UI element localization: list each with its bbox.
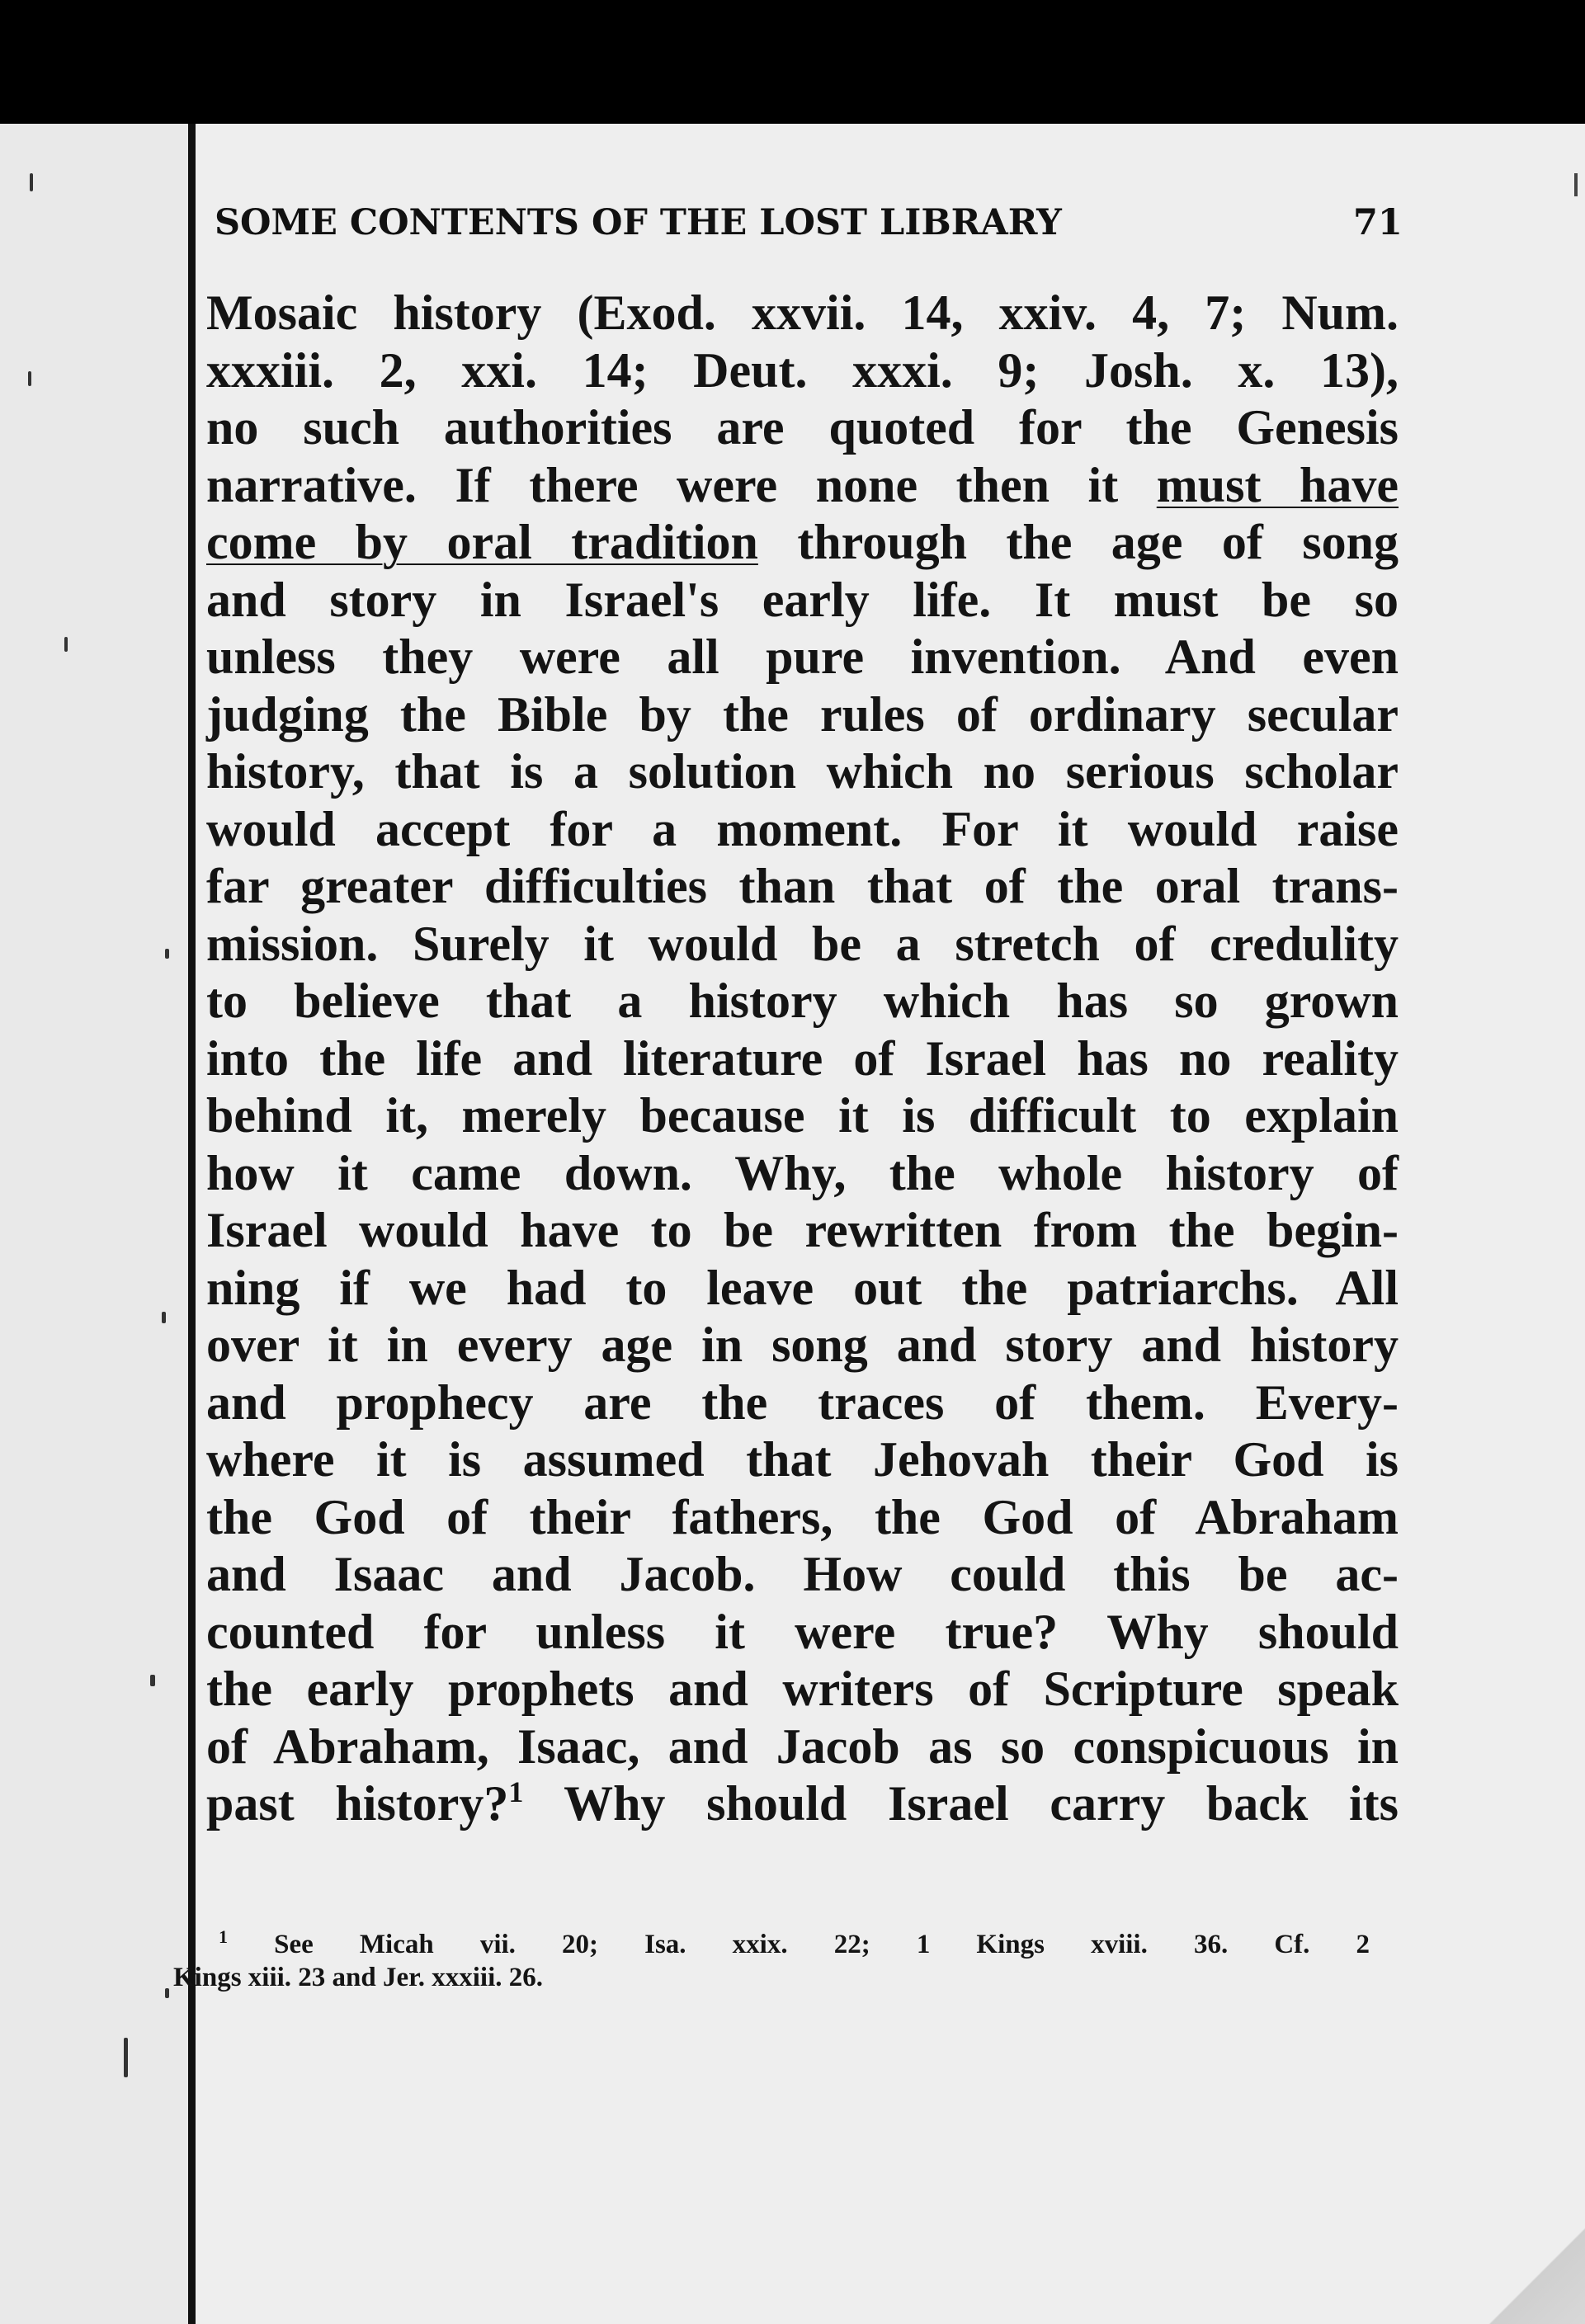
text-line: Israel would have to be rewritten from the begin- bbox=[206, 1203, 1399, 1257]
text-line: the early prophets and writers of Scripture speak bbox=[206, 1662, 1399, 1716]
text-line: the God of their fathers, the God of Abraham bbox=[206, 1489, 1399, 1544]
microfilm-frame-top bbox=[0, 0, 1585, 124]
text-line bbox=[206, 457, 1399, 515]
text-line: history, that is a solution which no serious scholar bbox=[206, 744, 1399, 799]
text-line: xxxiii. 2, xxi. 14; Deut. xxxi. 9; Josh. x. 13), bbox=[206, 342, 1399, 398]
text-line: ning if we had to leave out the patriarchs. All bbox=[206, 1260, 1399, 1315]
text-line: Mosaic history (Exod. xxvii. 14, xxiv. 4, 7; Num. bbox=[206, 285, 1399, 340]
text-line: behind it, merely because it is difficult to explain bbox=[206, 1088, 1399, 1143]
footnote-text: See Micah vii. 20; Isa. xxix. 22; 1 Kings xviii. 36. Cf. 2 bbox=[274, 1930, 1370, 1959]
page-speck bbox=[28, 371, 31, 386]
page-speck bbox=[30, 173, 33, 191]
page-number: 71 bbox=[1353, 202, 1403, 243]
text-line-part: narrative. If there were none then it bbox=[206, 457, 1157, 512]
text-line: into the life and literature of Israel has no reality bbox=[206, 1030, 1399, 1086]
page-speck bbox=[165, 949, 169, 959]
footnote-ref: 1 bbox=[508, 1775, 524, 1808]
text-line: judging the Bible by the rules of ordinary secular bbox=[206, 686, 1399, 742]
page-speck bbox=[124, 2038, 128, 2077]
text-line: and prophecy are the traces of them. Every- bbox=[206, 1374, 1399, 1430]
text-line bbox=[206, 514, 1399, 572]
text-line: would accept for a moment. For it would raise bbox=[206, 801, 1399, 856]
page-speck bbox=[165, 1988, 169, 1998]
body-text bbox=[206, 285, 1399, 1833]
text-line: far greater difficulties than that of the oral trans- bbox=[206, 859, 1399, 913]
text-line: mission. Surely it would be a stretch of credulity bbox=[206, 916, 1399, 971]
underlined-phrase: must have bbox=[1156, 457, 1399, 512]
text-line: of Abraham, Isaac, and Jacob as so conspicuous in bbox=[206, 1718, 1399, 1774]
running-head: SOME CONTENTS OF THE LOST LIBRARY bbox=[215, 202, 1062, 243]
footnotes bbox=[173, 1928, 1370, 1994]
text-line: over it in every age in song and story and history bbox=[206, 1318, 1399, 1372]
text-line bbox=[206, 1775, 1399, 1833]
text-line: counted for unless it were true? Why should bbox=[206, 1604, 1399, 1659]
text-line-part: through the age of song bbox=[757, 515, 1399, 569]
text-line: unless they were all pure invention. And even bbox=[206, 629, 1399, 684]
footnote-marker: 1 bbox=[219, 1926, 228, 1947]
text-line-part: Why should Israel carry back its bbox=[564, 1776, 1399, 1831]
text-line-part: past history? bbox=[206, 1776, 509, 1831]
page-corner-curl bbox=[1469, 2225, 1585, 2324]
text-line: how it came down. Why, the whole history of bbox=[206, 1145, 1399, 1200]
underlined-phrase: come by oral tradition bbox=[206, 515, 758, 569]
page-speck bbox=[64, 637, 68, 652]
text-line: where it is assumed that Jehovah their God is bbox=[206, 1432, 1399, 1487]
text-line: no such authorities are quoted for the Genesis bbox=[206, 400, 1399, 455]
page-speck bbox=[150, 1675, 155, 1686]
page-speck bbox=[1574, 173, 1578, 196]
page-speck bbox=[162, 1312, 166, 1323]
text-line: and story in Israel's early life. It must be so bbox=[206, 572, 1399, 627]
text-line: to believe that a history which has so grown bbox=[206, 973, 1399, 1028]
facing-page-edge bbox=[0, 124, 188, 2324]
footnote-line bbox=[173, 1928, 1370, 1961]
footnote-line: Kings xiii. 23 and Jer. xxxiii. 26. bbox=[173, 1963, 544, 1992]
text-line: and Isaac and Jacob. How could this be ac- bbox=[206, 1547, 1399, 1601]
